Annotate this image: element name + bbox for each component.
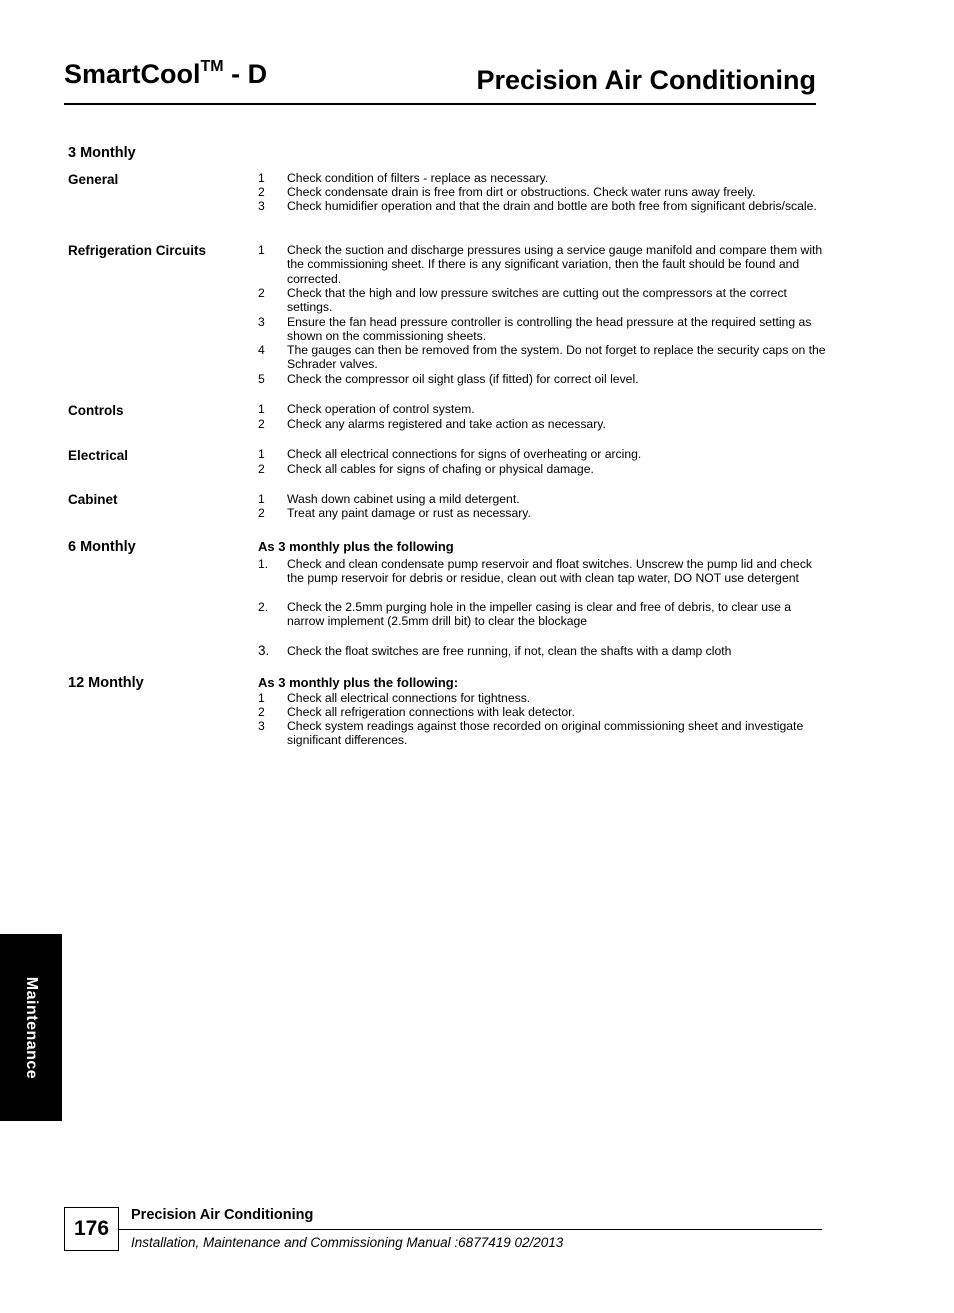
section-electrical-label: Electrical [68, 448, 129, 463]
product-name: SmartCool [64, 59, 201, 89]
list-item: 2 Treat any paint damage or rust as necessary. [258, 506, 531, 520]
list-item: 3 Ensure the fan head pressure controller is controlling the head pressure at the required setting as shown on the commissioning sheets. [258, 315, 812, 344]
section-12-monthly-label: 12 Monthly [68, 675, 144, 691]
footer-subtitle: Installation, Maintenance and Commissioning Manual :6877419 02/2013 [131, 1235, 564, 1250]
section-12-monthly-heading: As 3 monthly plus the following: [258, 675, 459, 690]
product-suffix: - D [223, 59, 268, 89]
list-item: 1 Check condition of filters - replace as necessary. [258, 171, 549, 185]
list-item: 5 Check the compressor oil sight glass (if fitted) for correct oil level. [258, 372, 639, 386]
section-controls-label: Controls [68, 403, 124, 418]
side-tab-label: Maintenance [23, 976, 40, 1079]
section-6-monthly-label: 6 Monthly [68, 539, 136, 555]
maintenance-side-tab [0, 934, 62, 1121]
list-item: 1 Wash down cabinet using a mild detergent. [258, 492, 520, 506]
section-general-label: General [68, 172, 119, 187]
footer-divider [119, 1229, 822, 1230]
list-item: 2 Check all cables for signs of chafing or physical damage. [258, 462, 594, 476]
section-cabinet-label: Cabinet [68, 492, 118, 507]
page-title: Precision Air Conditioning [476, 65, 816, 95]
list-item: 2 Check condensate drain is free from dirt or obstructions. Check water runs away freely. [258, 185, 756, 199]
product-title [64, 58, 267, 90]
section-refrigeration-label: Refrigeration Circuits [68, 243, 207, 258]
section-6-monthly-heading: As 3 monthly plus the following [258, 539, 454, 554]
list-item: 2 Check any alarms registered and take action as necessary. [258, 417, 606, 431]
trademark-mark: TM [200, 58, 224, 75]
list-item: 3 Check system readings against those recorded on original commissioning sheet and investigate significant differences. [258, 719, 804, 748]
list-item: 1 Check all electrical connections for tightness. [258, 691, 531, 705]
list-item: 1 Check the suction and discharge pressures using a service gauge manifold and compare them with the commissioning sheet. If there is any significant variation, then the fault should be found and corrected. [258, 243, 823, 286]
list-item: 3 Check humidifier operation and that the drain and bottle are both free from significant debris/scale. [258, 199, 817, 213]
list-item: 2 Check that the high and low pressure switches are cutting out the compressors at the correct settings. [258, 286, 787, 315]
list-item: 1. Check and clean condensate pump reservoir and float switches. Unscrew the pump lid and check the pump reservoir for debris or residue, clean out with clean tap water, DO NOT use detergent [258, 557, 813, 586]
list-item: 4 The gauges can then be removed from the system. Do not forget to replace the security caps on the Schrader valves. [258, 343, 826, 372]
section-3-monthly: 3 Monthly [68, 145, 136, 161]
footer-title: Precision Air Conditioning [131, 1207, 314, 1223]
header-divider [64, 103, 816, 105]
list-item: 1 Check all electrical connections for signs of overheating or arcing. [258, 447, 642, 461]
list-item: 2 Check all refrigeration connections with leak detector. [258, 705, 575, 719]
list-item: 1 Check operation of control system. [258, 402, 475, 416]
list-item: 3. Check the float switches are free running, if not, clean the shafts with a damp cloth [258, 643, 732, 658]
list-item: 2. Check the 2.5mm purging hole in the impeller casing is clear and free of debris, to clear use a narrow implement (2.5mm drill bit) to clear the blockage [258, 600, 792, 629]
page-number: 176 [64, 1207, 119, 1251]
